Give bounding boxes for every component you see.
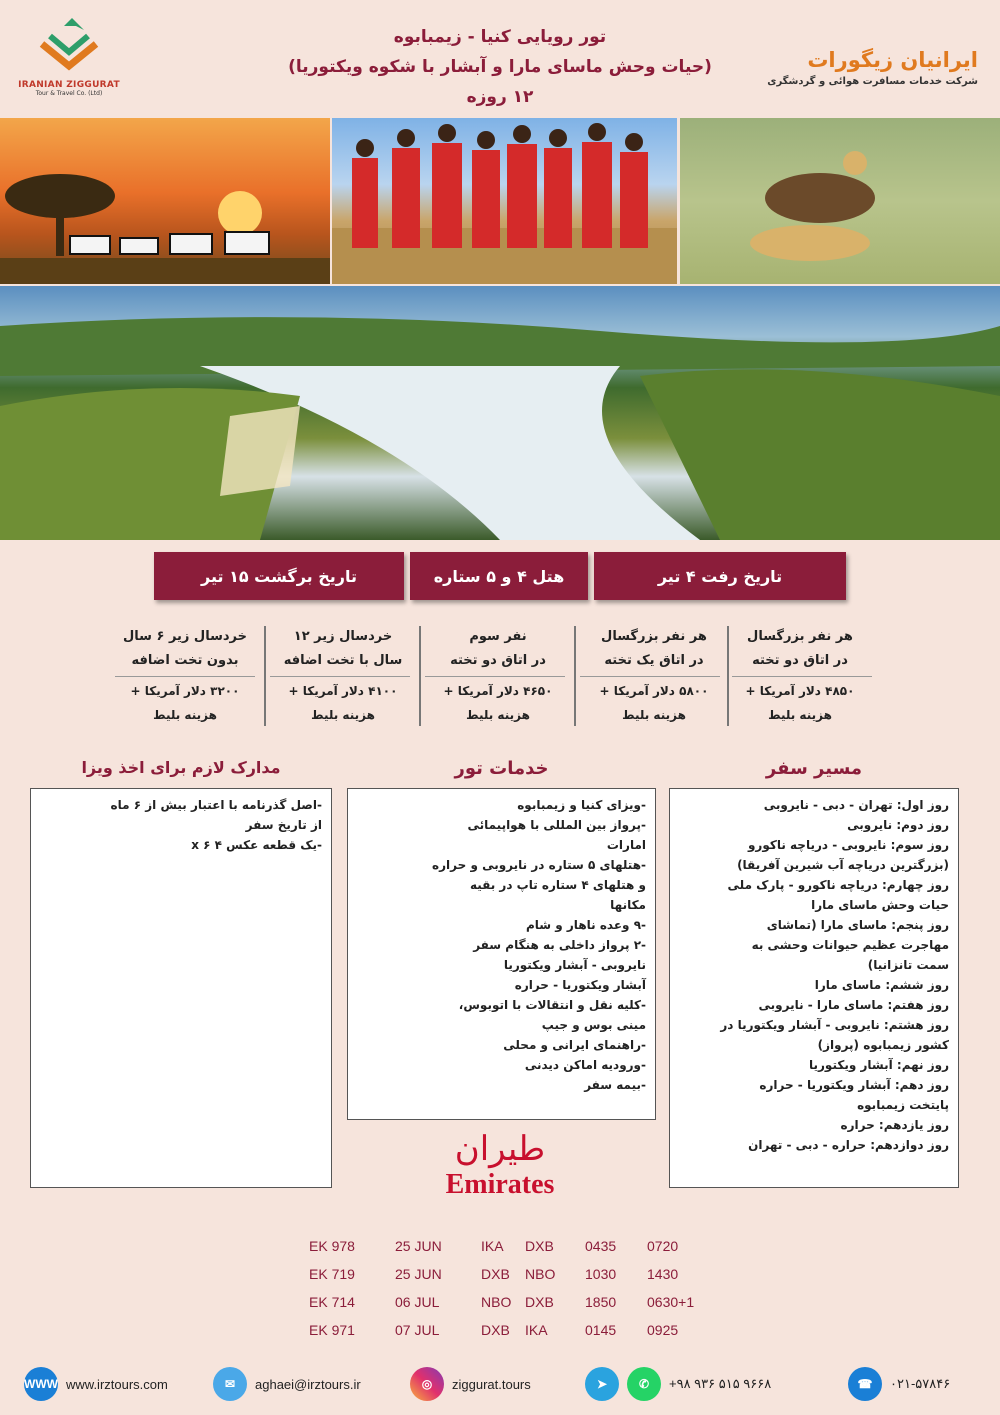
- itinerary-line: پایتخت زیمبابوه: [857, 1098, 949, 1112]
- flight-arrival-time: 0720: [647, 1238, 679, 1254]
- website-text[interactable]: www.irztours.com: [66, 1376, 168, 1392]
- flight-row: [309, 1260, 707, 1288]
- emirates-logo: [430, 1128, 570, 1200]
- itinerary-line: روز سوم: نایروبی - دریاچه ناکورو: [747, 838, 949, 852]
- flight-number: EK 971: [309, 1322, 355, 1338]
- price-note: هزینه بلیط: [466, 708, 530, 722]
- document-line: از تاریخ سفر: [245, 818, 322, 832]
- company-logo: [14, 14, 124, 97]
- price-head-line-1: خردسال زیر ۶ سال: [123, 629, 247, 644]
- flight-arrival-time: 0925: [647, 1322, 679, 1338]
- sunset-zebras-photo: [0, 118, 330, 284]
- services-title: خدمات تور: [454, 758, 549, 779]
- globe-icon: WWW: [24, 1367, 58, 1401]
- itinerary-line: مهاجرت عظیم حیوانات وحشی به: [751, 938, 949, 952]
- service-line: و هتلهای ۴ ستاره تاپ در بقیه: [469, 878, 646, 892]
- flight-arrival-time: 0630+1: [647, 1294, 695, 1310]
- itinerary-line: روز اول: تهران - دبی - نایروبی: [763, 798, 949, 812]
- flight-departure-time: 0145: [585, 1322, 617, 1338]
- price-divider: [264, 626, 266, 726]
- itinerary-line: روز دهم: آبشار ویکتوریا - حراره: [759, 1078, 949, 1092]
- flight-destination: DXB: [525, 1294, 554, 1310]
- logo-subtitle: Tour & Travel Co. (Ltd): [35, 90, 103, 97]
- emirates-arabic-logotype: طيران: [454, 1129, 546, 1169]
- service-line: -راهنمای ایرانی و محلی: [503, 1038, 646, 1052]
- flight-origin: NBO: [481, 1294, 512, 1310]
- header: [0, 0, 1000, 115]
- price-head-line-2: بدون تخت اضافه: [131, 653, 239, 668]
- flight-origin: DXB: [481, 1266, 510, 1282]
- service-line: -کلیه نقل و انتقالات با اتوبوس،: [458, 998, 646, 1012]
- price-note: هزینه بلیط: [622, 708, 686, 722]
- flight-number: EK 714: [309, 1294, 355, 1310]
- itinerary-line: روز یازدهم: حراره: [840, 1118, 949, 1132]
- documents-title: مدارک لازم برای اخذ ویزا: [81, 758, 281, 777]
- flight-number: EK 719: [309, 1266, 355, 1282]
- title-line-1: تور رویایی کنیا - زیمبابوه: [393, 27, 607, 47]
- price-value: ۴۸۵۰ دلار آمریکا +: [745, 684, 855, 698]
- price-value: ۵۸۰۰ دلار آمریکا +: [599, 684, 709, 698]
- price-head-line-2: در اتاق دو تخته: [450, 653, 546, 668]
- price-note: هزینه بلیط: [311, 708, 375, 722]
- contact-footer: [0, 1362, 1000, 1406]
- price-value: ۴۱۰۰ دلار آمریکا +: [288, 684, 398, 698]
- price-value: ۳۲۰۰ دلار آمریکا +: [130, 684, 240, 698]
- price-head-line-2: در اتاق یک تخته: [604, 653, 704, 668]
- itinerary-line: روز هشتم: نایروبی - آبشار ویکتوریا در: [720, 1018, 949, 1032]
- flight-origin: DXB: [481, 1322, 510, 1338]
- price-head-line-2: سال با تخت اضافه: [283, 653, 403, 668]
- victoria-falls-photo: [0, 286, 1000, 540]
- flight-origin: IKA: [481, 1238, 504, 1254]
- flight-number: EK 978: [309, 1238, 355, 1254]
- phone-text[interactable]: ۰۲۱-۵۷۸۴۶: [890, 1376, 951, 1391]
- flight-row: [309, 1316, 707, 1344]
- service-line: -پرواز بین المللی با هواپیمائی: [467, 818, 646, 832]
- document-line: -اصل گذرنامه با اعتبار بیش از ۶ ماه: [110, 798, 322, 812]
- service-line: -ورودیه اماکن دیدنی: [524, 1058, 646, 1072]
- brand-name-block: [767, 48, 978, 87]
- price-underline: [580, 676, 720, 677]
- price-note: هزینه بلیط: [153, 708, 217, 722]
- flight-arrival-time: 1430: [647, 1266, 679, 1282]
- price-divider: [574, 626, 576, 726]
- price-head-line-2: در اتاق دو تخته: [752, 653, 848, 668]
- itinerary-line: روز دوم: نایروبی: [847, 818, 949, 832]
- service-line: -ویزای کنیا و زیمبابوه: [517, 798, 646, 812]
- price-head-line-1: هر نفر بزرگسال: [601, 629, 707, 644]
- title-line-3: ۱۲ روزه: [466, 87, 534, 107]
- price-head-line-1: خردسال زیر ۱۲: [293, 629, 393, 644]
- flight-date: 25 JUN: [395, 1266, 442, 1282]
- service-line: امارات: [606, 838, 646, 852]
- instagram-link[interactable]: [410, 1362, 531, 1406]
- documents-box: [30, 788, 332, 1188]
- ziggurat-logo-icon: [34, 14, 104, 76]
- maasai-people-photo: [332, 118, 677, 284]
- whatsapp-icon: ✆: [627, 1367, 661, 1401]
- flight-destination: IKA: [525, 1322, 548, 1338]
- logo-name: IRANIAN ZIGGURAT: [18, 80, 120, 90]
- flight-departure-time: 0435: [585, 1238, 617, 1254]
- phone-link[interactable]: [848, 1362, 950, 1406]
- tour-title: [250, 22, 750, 112]
- hotel-rating-badge: هتل ۴ و ۵ ستاره: [410, 552, 588, 600]
- price-underline: [270, 676, 410, 677]
- service-line: نایروبی - آبشار ویکتوریا: [503, 958, 646, 972]
- instagram-text[interactable]: ziggurat.tours: [452, 1376, 531, 1392]
- document-line: -یک قطعه عکس ۴ x ۶: [191, 838, 322, 852]
- telegram-icon: ➤: [585, 1367, 619, 1401]
- phone-icon: ☎: [848, 1367, 882, 1401]
- itinerary-line: روز دوازدهم: حراره - دبی - تهران: [748, 1138, 949, 1152]
- itinerary-line: روز هفتم: ماسای مارا - نایروبی: [758, 998, 949, 1012]
- flight-departure-time: 1850: [585, 1294, 617, 1310]
- brand-subtitle: شرکت خدمات مسافرت هوائی و گردشگری: [767, 76, 978, 87]
- service-line: -۲ پرواز داخلی به هنگام سفر: [473, 938, 646, 952]
- itinerary-line: روز نهم: آبشار ویکتوریا: [809, 1058, 949, 1072]
- title-line-2: (حیات وحش ماسای مارا و آبشار با شکوه ویکتوریا): [288, 57, 712, 77]
- itinerary-line: حیات وحش ماسای مارا: [811, 898, 949, 912]
- price-underline: [732, 676, 872, 677]
- price-divider: [419, 626, 421, 726]
- email-link[interactable]: [213, 1362, 361, 1406]
- service-line: آبشار ویکتوریا - حراره: [514, 978, 646, 992]
- price-head-line-1: نفر سوم: [469, 629, 527, 644]
- price-head-line-1: هر نفر بزرگسال: [747, 629, 853, 644]
- service-line: مینی بوس و جیپ: [541, 1018, 646, 1032]
- price-value: ۴۶۵۰ دلار آمریکا +: [443, 684, 553, 698]
- services-box: [347, 788, 656, 1120]
- mail-icon: ✉: [213, 1367, 247, 1401]
- price-note: هزینه بلیط: [768, 708, 832, 722]
- return-date-badge: تاریخ برگشت ۱۵ تیر: [154, 552, 404, 600]
- website-link[interactable]: [24, 1362, 168, 1406]
- service-line: -۹ وعده ناهار و شام: [525, 918, 646, 932]
- emirates-wordmark: Emirates: [445, 1169, 555, 1200]
- itinerary-line: روز پنجم: ماسای مارا (تماشای: [766, 918, 949, 932]
- flight-row: [309, 1288, 707, 1316]
- itinerary-box: [669, 788, 959, 1188]
- flight-date: 07 JUL: [395, 1322, 440, 1338]
- email-text[interactable]: aghaei@irztours.ir: [255, 1376, 361, 1392]
- mobile-link[interactable]: [585, 1362, 771, 1406]
- flight-destination: DXB: [525, 1238, 554, 1254]
- service-line: -بیمه سفر: [584, 1078, 646, 1092]
- flight-row: [309, 1232, 707, 1260]
- cheetah-hunt-photo: [680, 118, 1000, 284]
- service-line: مکانها: [610, 898, 646, 912]
- price-underline: [115, 676, 255, 677]
- brand-name: ایرانیان زیگورات: [807, 48, 978, 72]
- itinerary-title: مسیر سفر: [765, 758, 863, 779]
- flight-date: 06 JUL: [395, 1294, 440, 1310]
- itinerary-line: کشور زیمبابوه (پرواز): [817, 1038, 949, 1052]
- service-line: -هتلهای ۵ ستاره در نایروبی و حراره: [432, 858, 646, 872]
- flight-schedule: [309, 1232, 707, 1344]
- price-divider: [727, 626, 729, 726]
- instagram-icon: ◎: [410, 1367, 444, 1401]
- flight-destination: NBO: [525, 1266, 556, 1282]
- flight-departure-time: 1030: [585, 1266, 617, 1282]
- flight-date: 25 JUN: [395, 1238, 442, 1254]
- itinerary-line: (بزرگترین دریاچه آب شیرین آفریقا): [737, 858, 949, 872]
- mobile-text[interactable]: +۹۸ ۹۳۶ ۵۱۵ ۹۶۶۸: [669, 1376, 772, 1391]
- itinerary-line: روز ششم: ماسای مارا: [814, 978, 949, 992]
- itinerary-line: روز چهارم: دریاچه ناکورو - پارک ملی: [727, 878, 949, 892]
- price-underline: [425, 676, 565, 677]
- departure-date-badge: تاریخ رفت ۴ تیر: [594, 552, 846, 600]
- itinerary-line: سمت تانزانیا): [867, 958, 949, 972]
